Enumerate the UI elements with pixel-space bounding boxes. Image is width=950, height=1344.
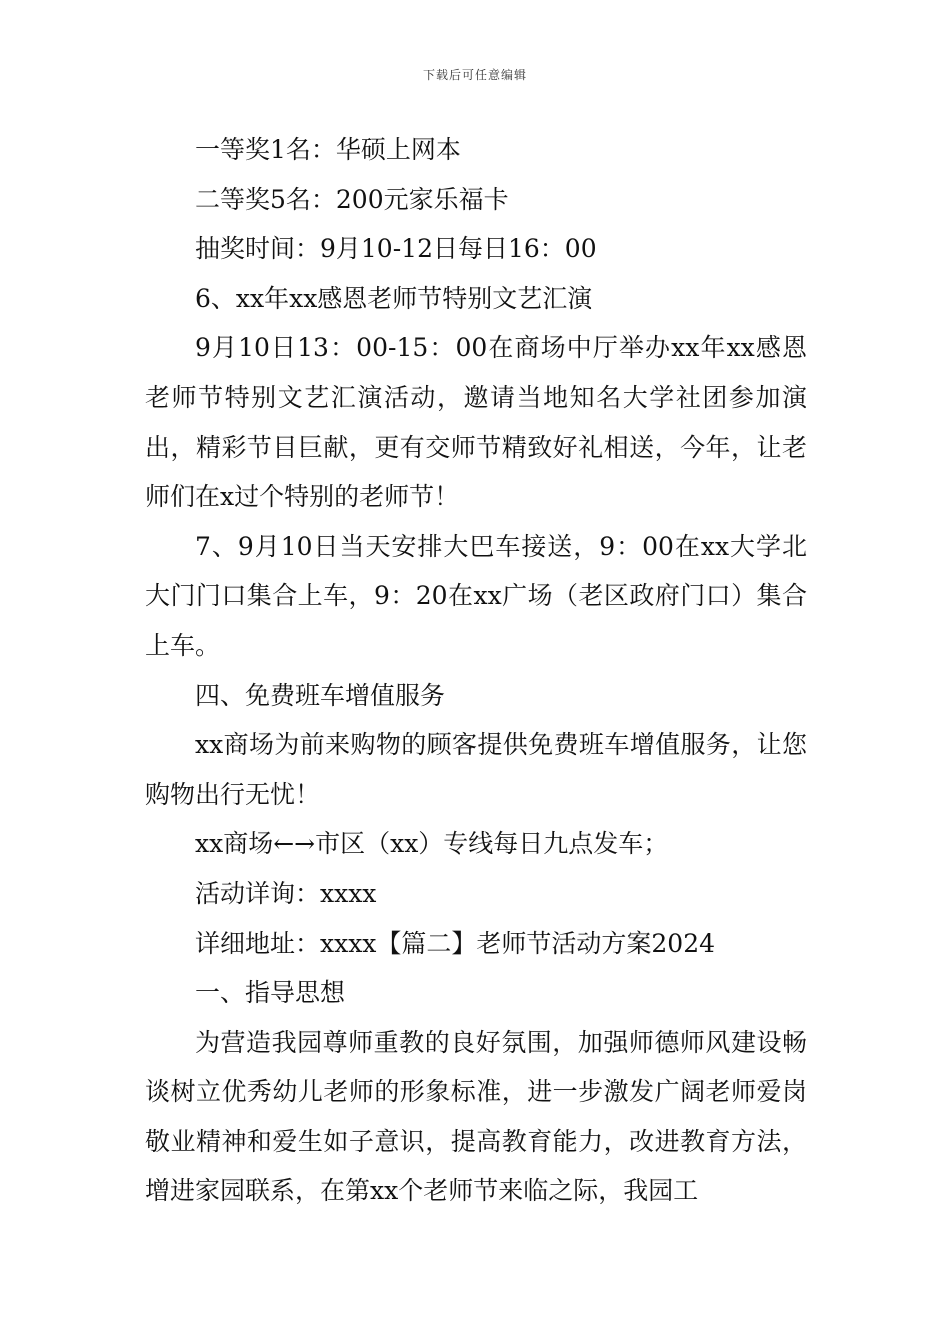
prize-second-line: 二等奖5名：200元家乐福卡 (195, 184, 509, 214)
free-shuttle-paragraph: xx商场为前来购物的顾客提供免费班车增值服务，让您购物出行无忧！ (145, 730, 807, 809)
inquiry-line: 活动详询：xxxx (195, 878, 377, 908)
draw-time-line: 抽奖时间：9月10-12日每日16：00 (195, 234, 597, 264)
bus-shuttle-paragraph: 7、9月10日当天安排大巴车接送，9：00在xx大学北大门门口集合上车，9：20在xx广场（老区政府门口）集合上车。 (145, 531, 807, 660)
address-line: 详细地址：xxxx【篇二】老师节活动方案2024 (195, 928, 716, 958)
shuttle-route-line: xx商场←→市区（xx）专线每日九点发车； (195, 829, 669, 859)
section-6-heading: 6、xx年xx感恩老师节特别文艺汇演 (195, 283, 593, 313)
prize-first-line: 一等奖1名：华硕上网本 (195, 135, 461, 164)
page-header: 下载后可任意编辑 (422, 68, 527, 82)
guiding-thought-paragraph: 为营造我园尊师重教的良好氛围，加强师德师风建设畅谈树立优秀幼儿老师的形象标准，进一步激发广阔老师爱岗敬业精神和爱生如子意识，提高教育能力，改进教育方法，增进家园联系，在第xx个老师节来临之际，我园工 (145, 1027, 807, 1206)
section-4-heading: 四、免费班车增值服务 (195, 680, 446, 710)
performance-paragraph: 9月10日13：00-15：00在商场中厅举办xx年xx感恩老师节特别文艺汇演活动，邀请当地知名大学社团参加演出，精彩节目巨献，更有交师节精致好礼相送，今年，让老师们在x过个特别的老师节！ (145, 333, 807, 512)
guiding-thought-heading: 一、指导思想 (195, 978, 346, 1008)
document-body (145, 125, 807, 1216)
